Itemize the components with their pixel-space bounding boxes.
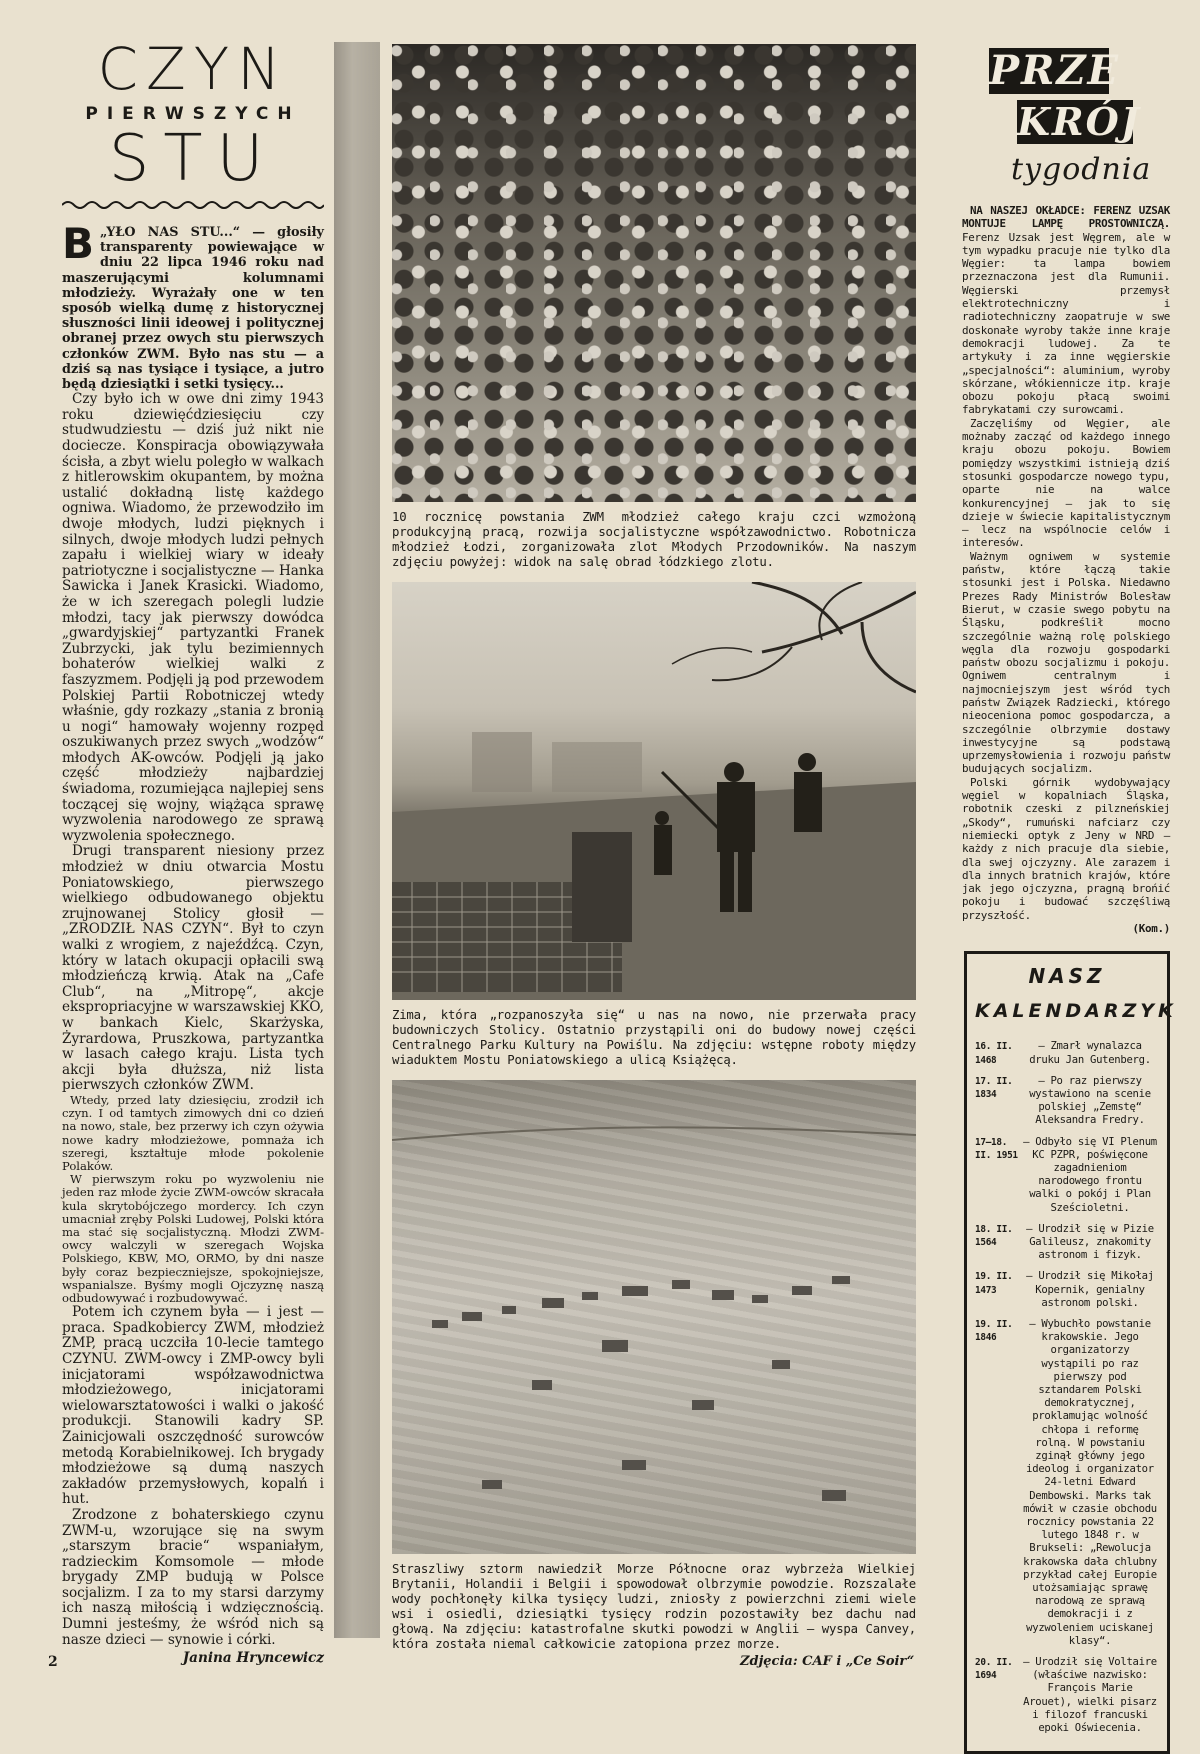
calendar-entry-text: — Urodził się Voltaire (właściwe nazwisko: François Marie Arouet), wielki pisarz i filozof francuski epoki Oświecenia. <box>1023 1656 1157 1735</box>
main-article <box>62 35 324 1667</box>
photo-caption: 10 rocznicę powstania ZWM młodzież całego kraju czci wzmożoną produkcyjną pracą, rozwija socjalistyczne współzawodnictwo. Robotnicza młodzież Łodzi, zorganizowała zlot Młodych Przodowników. Na naszym zdjęciu powyżej: widok na salę obrad łódzkiego zlotu. <box>392 510 916 569</box>
calendar-entry-date: 19. II. 1846 <box>975 1318 1013 1344</box>
calendar-entry <box>975 1040 1159 1066</box>
calendar-entry-date: 16. II. 1468 <box>975 1041 1013 1066</box>
photo-crowd <box>392 44 916 502</box>
calendar-entry <box>975 1656 1159 1735</box>
article-paragraph: Drugi transparent niesiony przez młodzież w dniu otwarcia Mostu Poniatowskiego, pierwszego wielkiego odbudowanego objektu zrujnowanej Stolicy głosił — „ZRODZIŁ NAS CZYN“. Był to czyn walki z wrogiem, z najeźdźcą. Czyn, który w latach okupacji opłacili swą młodzieńczą krwią. Atak na „Cafe Club“, na „Mitropę“, akcje ekspropriacyjne w warszawskiej KKO, w bankach Kielc, Skarżyska, Żyrardowa, Pruszkowa, partyzantka w lasach całego kraju. Lista tych akcji była dłuższa, niż lista pierwszych członków ZWM. <box>62 843 324 1094</box>
calendar-entry-date: 18. II. 1564 <box>975 1223 1013 1248</box>
side-article-paragraph <box>962 204 1170 417</box>
calendar-entry-text: — Odbyło się VI Plenum KC PZPR, poświęcone zagadnieniom narodowego frontu walki o pokój i Plan Sześcioletni. <box>1023 1135 1157 1214</box>
calendar-entry-text: — Zmarł wynalazca druku Jan Gutenberg. <box>1029 1040 1151 1066</box>
author-signature: Janina Hryncewicz <box>182 1650 324 1667</box>
calendar-entry <box>975 1075 1159 1128</box>
construction-illustration <box>392 582 916 1000</box>
drop-cap: B <box>62 219 95 268</box>
headline-line2: PIERWSZYCH <box>85 104 301 124</box>
headline <box>62 35 324 196</box>
wavy-divider <box>62 197 324 209</box>
calendar-entry-date: 20. II. 1694 <box>975 1657 1013 1682</box>
flood-illustration <box>392 1080 916 1554</box>
calendar-box <box>964 951 1177 1754</box>
calendar-entry-date: 17—18. II. 1951 <box>975 1136 1018 1161</box>
calendar-entry-date: 19. II. 1473 <box>975 1271 1013 1296</box>
przekroj-tygodnia-logo <box>971 48 1161 198</box>
photo-credit: Zdjęcia: CAF i „Ce Soir“ <box>740 1654 915 1669</box>
headline-line1: CZYN <box>97 35 289 103</box>
calendar-entry-text: — Wybuchło powstanie krakowskie. Jego organizatorzy wystąpili po raz pierwszy pod sztandarem Polski demokratycznej, proklamując wolność chłopa i reformę rolną. W powstaniu zginął główny jego ideolog i organizator 24-letni Edward Dembowski. Marks tak mówił w czasie obchodu rocznicy powstania 22 lutego 1848 r. w Brukseli: „Rewolucja krakowska dała chlubny przykład całej Europie utożsamiając sprawę narodową ze sprawą demokracji i z wyzwoleniem uciskanej klasy“. <box>1023 1317 1157 1647</box>
right-column <box>962 47 1177 1754</box>
side-article-intro: NA NASZEJ OKŁADCE: FERENZ UZSAK MONTUJE LAMPĘ PROSTOWNICZĄ. <box>962 204 1170 231</box>
logo-line2: KRÓJ <box>1017 99 1141 144</box>
side-article-signature: (Kom.) <box>1132 922 1170 936</box>
article-lead <box>62 219 324 393</box>
calendar-entry-text: — Urodził się Mikołaj Kopernik, genialny astronom polski. <box>1026 1270 1154 1309</box>
calendar-entry <box>975 1136 1159 1215</box>
logo-line3: tygodnia <box>1011 152 1152 187</box>
photo-construction <box>392 582 916 1000</box>
calendar-entry-date: 17. II. 1834 <box>975 1075 1013 1100</box>
logo-line1: PRZE <box>989 47 1121 94</box>
calendar-title-line1: NASZ <box>1028 964 1106 989</box>
calendar-entry <box>975 1223 1159 1263</box>
calendar-entry <box>975 1270 1159 1310</box>
photo-flood <box>392 1080 916 1554</box>
page-number: 2 <box>48 1654 58 1670</box>
calendar-entry-text: — Urodził się w Pizie Galileusz, znakomity astronom i fizyk. <box>1026 1222 1154 1262</box>
article-paragraph: Czy było ich w owe dni zimy 1943 roku dziewięćdziesięciu czy studwudziestu — dziś już nikt nie dociecze. Konspiracja obowiązywała ścisła, a zbyt wielu poległo w walkach z hitlerowskim okupantem, by można ustalić dokładną listę każdego ogniwa. Wiadomo, że przewodziło im dwoje młodych, ludzi pięknych i silnych, dwoje młodych ludzi pełnych zapału i wielkiej wiary w ideały patriotyczne i socjalistyczne — Hanka Sawicka i Janek Krasicki. Wiadomo, że w ich szeregach polegli ludzie młodzi, tacy jak pierwszy dowódca „gwardyjskiej“ partyzantki Franek Zubrzycki, jak tylu bezimiennych bohaterów wielkiej walki z faszyzmem. Podjęli ją pod przewodem Polskiej Partii Robotniczej wtedy właśnie, gdy rozkazy „stania z bronią u nogi“ hamowały wojenny rozpęd oszukiwanych przez swych „wodzów“ młodych AK-owców. Podjęli ją jako część młodzieży najbardziej świadoma, rozumiejąca najlepiej sens toczącej się wojny, wiążąca sprawę wyzwolenia narodowego ze sprawą wyzwolenia społecznego. <box>62 391 324 844</box>
article-paragraph-small: W pierwszym roku po wyzwoleniu nie jeden raz młode życie ZWM-owców skracała kula skrytobójczego mordercy. Ich czyn umacniał zręby Polski Ludowej, Polski która ma stać się socjalistyczną. Młodzi ZWM-owcy walczyli w szeregach Wojska Polskiego, KBW, MO, ORMO, by dni nasze były coraz bezpieczniejsze, spokojniejsze, wspanialsze. Byśmy mogli Ojczyznę naszą odbudowywać i rozbudowywać. <box>62 1172 324 1305</box>
photo-caption: Straszliwy sztorm nawiedził Morze Północne oraz wybrzeża Wielkiej Brytanii, Holandii i Belgii i spowodował olbrzymie powodzie. Rozszalałe wody pochłonęły kilka tysięcy ludzi, zniosły z powierzchni ziemi wiele wsi i osiedli, dziesiątki tysięcy rodzin pozostawiły bez dachu nad głową. Na zdjęciu: katastrofalne skutki powodzi w Anglii — wyspa Canvey, która została niemal całkowicie zatopiona przez morze. <box>392 1562 916 1651</box>
side-article-paragraph: Ważnym ogniwem w systemie państw, które łączą takie stosunki jest i Polska. Niedawno Prezes Rady Ministrów Bolesław Bierut, w czasie swego pobytu na Śląsku, podkreślił mocno szczególnie ważną rolę polskiego węgla dla rozwoju gospodarki państw obozu socjalizmu i pokoju. Ogniwem centralnym i najmocniejszym jest wśród tych państw Związek Radziecki, którego nieoceniona pomoc gospodarcza, a szczególnie olbrzymie dostawy inwestycyjne są podstawą uprzemysłowienia i rozwoju państw budujących socjalizm. <box>962 549 1170 776</box>
side-article-intro-rest: Ferenz Uzsak jest Węgrem, ale w tym wypadku pracuje nie tylko dla Węgier: ta lampa bowiem przeznaczona jest dla Rumunii. Węgierski przemysł elektrotechniczny i radiotechniczny zaopatruje w swe doskonałe wyroby także inne kraje demokracji ludowej. Za te artykuły i za inne węgierskie „specjalności“: aluminium, wyroby skórzane, włókiennicze itp. kraje obozu pokoju płacą swoimi fabrykatami czy surowcami. <box>962 230 1170 417</box>
headline-line3: STU <box>108 122 278 196</box>
side-article-paragraph: Zaczęliśmy od Węgier, ale możnaby zacząć od każdego innego kraju obozu pokoju. Bowiem pomiędzy wszystkimi istnieją dziś stosunki gospodarcze nowego typu, oparte nie na walce konkurencyjnej — jak to się dzieje w świecie kapitalistycznym — lecz na wspólnocie celów i interesów. <box>962 416 1170 550</box>
calendar-entry-text: — Po raz pierwszy wystawiono na scenie polskiej „Zemstę“ Aleksandra Fredry. <box>1029 1074 1151 1127</box>
side-article-paragraph: Polski górnik wydobywający węgiel w kopalniach Śląska, robotnik czeski z pilzneńskiej „Skody“, rumuński nafciarz czy niemiecki optyk z Jeny w NRD — każdy z nich pracuje dla siebie, dla swej ojczyzny. Ale zarazem i dla innych bratnich krajów, które jak jego ojczyzna, pragną brońić pokoju i budować szczęśliwą przyszłość. <box>962 775 1170 922</box>
calendar-title-line2: KALENDARZYK <box>975 1000 1177 1023</box>
photo-caption: Zima, która „rozpanoszyła się“ u nas na nowo, nie przerwała pracy budowniczych Stolicy. Ostatnio przystąpili oni do budowy nowej części Centralnego Parku Kultury na Powiślu. Na zdjęciu: wstępne roboty między wiaduktem Mostu Poniatowskiego a ulicą Książęcą. <box>392 1008 916 1067</box>
column-gutter-bar <box>334 42 380 1638</box>
calendar-entry <box>975 1318 1159 1648</box>
article-paragraph-small: Wtedy, przed laty dziesięciu, zrodził ich czyn. I od tamtych zimowych dni co dzień na nowo, stale, bez przerwy ich czyn ożywia nowe kadry młodzieżowe, pomnaża ich szeregi, kształtuje młode pokolenie Polaków. <box>62 1092 324 1173</box>
photo-column <box>392 44 916 1664</box>
article-paragraph: Potem ich czynem była — i jest — praca. Spadkobiercy ZWM, młodzież ZMP, pracą uczciła 10-lecie tamtego CZYNU. ZWM-owcy i ZMP-owcy byli inicjatorami współzawodnictwa młodzieżowego, inicjatorami wielowarsztatowości i walki o jakość produkcji. Stanowili kadry SP. Zainicjowali oszczędność surowców metodą Korabielnikowej. Ich brygady młodzieżowe są dumą naszych zakładów przemysłowych, kopalń i hut. <box>62 1304 324 1508</box>
article-paragraph: Zrodzone z bohaterskiego czynu ZWM-u, wzorujące się na swym „starszym bracie“ wspaniałym, radzieckim Komsomole — młode brygady ZMP budują w Polsce socjalizm. I za to my starsi darzymy ich naszą miłością i wdzięcznością. Dumni jesteśmy, że wśród nich są nasze dzieci — synowie i córki. <box>62 1506 324 1648</box>
lead-text: „YŁO NAS STU...“ — głosiły transparenty powiewające w dniu 22 lipca 1946 roku nad maszerującymi kolumnami młodzieży. Wyrażały one w ten sposób wielką dumę z historycznej słuszności linii ideowej i politycznej obranej przez owych stu pierwszych członków ZWM. Było nas stu — a dziś są nas tysiące i tysiące, a jutro będą dziesiątki i setki tysięcy... <box>62 225 324 393</box>
